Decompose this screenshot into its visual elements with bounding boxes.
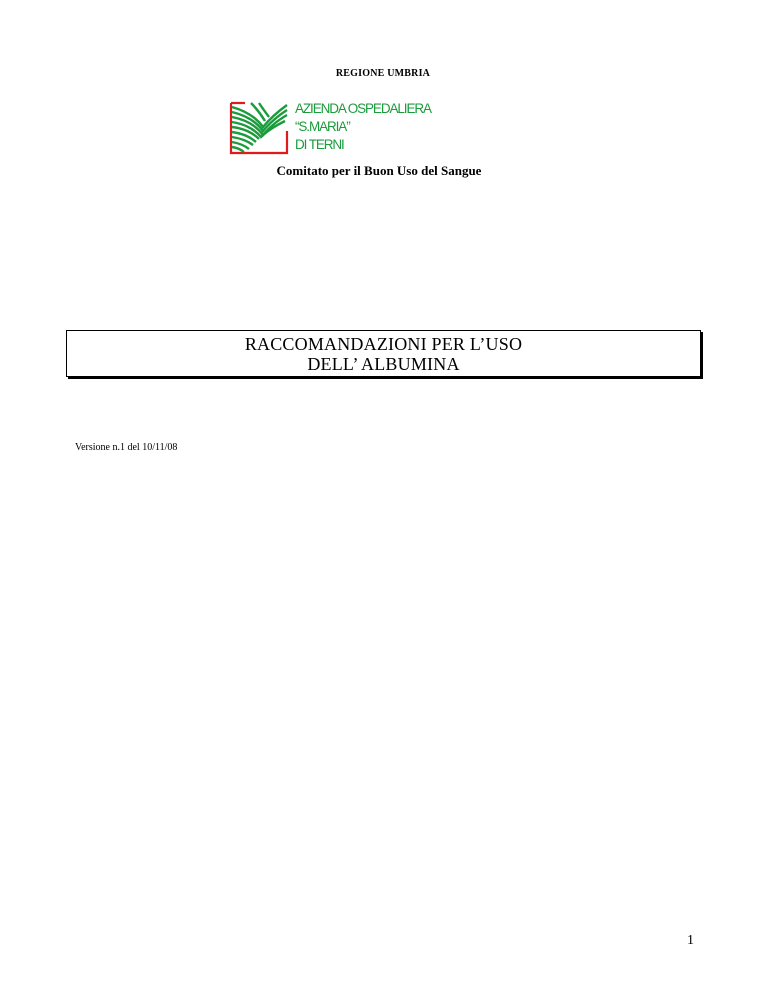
- document-title-line2: DELL’ ALBUMINA: [307, 354, 460, 374]
- region-heading: [0, 68, 768, 79]
- document-title-box: [66, 330, 701, 377]
- hospital-name-line1: AZIENDA OSPEDALIERA: [295, 101, 431, 116]
- hospital-name: [295, 100, 431, 154]
- committee-label: Comitato per il Buon Uso del Sangue: [276, 163, 482, 178]
- region-label: REGIONE UMBRIA: [335, 68, 431, 79]
- version-info: Versione n.1 del 10/11/08: [75, 442, 178, 453]
- document-title-line1: RACCOMANDAZIONI PER L’USO: [244, 334, 523, 354]
- hospital-name-line3: DI TERNI: [295, 137, 344, 152]
- hospital-logo-icon: [229, 101, 289, 155]
- hospital-logo: [229, 101, 479, 157]
- hospital-name-line2: “S.MARIA”: [295, 119, 350, 134]
- committee-name: [0, 163, 768, 179]
- page-number: 1: [687, 933, 694, 948]
